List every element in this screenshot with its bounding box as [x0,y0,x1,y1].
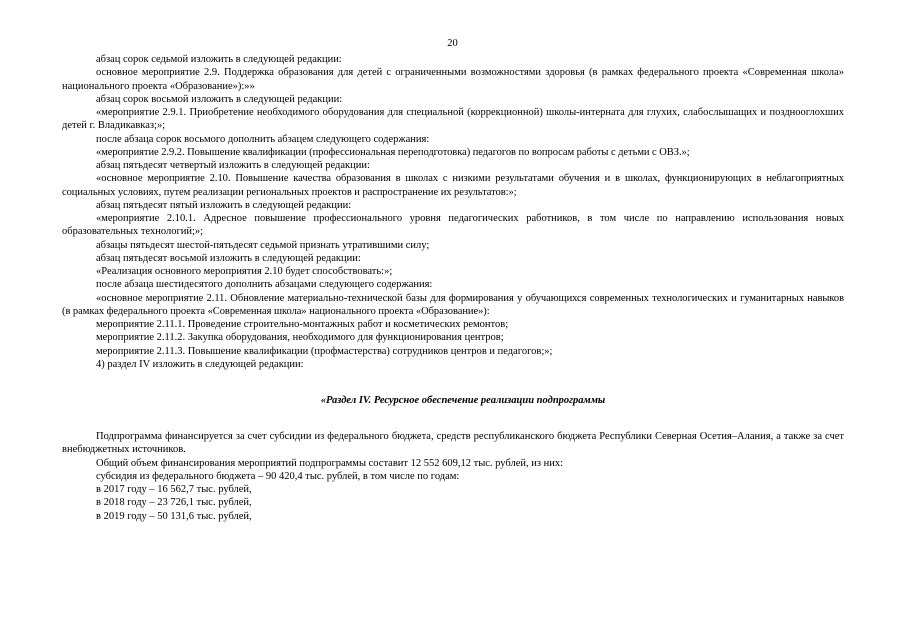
paragraph: «основное мероприятие 2.10. Повышение качества образования в школах с низкими результатами обучения и в школах, функционирующих в неблагоприятных социальных условиях, путем реализации региональных проектов и распространение их результатов:»; [62,173,844,198]
paragraph: Подпрограмма финансируется за счет субсидии из федерального бюджета, средств республиканского бюджета Республики Северная Осетия–Алания, а также за счет внебюджетных источников. [62,431,844,456]
page-number: 20 [447,38,458,49]
paragraph: в 2019 году – 50 131,6 тыс. рублей, [96,510,252,522]
paragraph: в 2017 году – 16 562,7 тыс. рублей, [96,484,252,495]
paragraph: Общий объем финансирования мероприятий подпрограммы составит 12 552 609,12 тыс. рублей, из них: [96,457,564,469]
paragraph: мероприятие 2.11.2. Закупка оборудования, необходимого для функционирования центров; [96,332,504,344]
paragraph: после абзаца сорок восьмого дополнить абзацем следующего содержания: [96,133,430,145]
paragraph: мероприятие 2.11.3. Повышение квалификации (профмастерства) сотрудников центров и педагогов;»; [96,345,553,357]
paragraph: «мероприятие 2.9.1. Приобретение необходимого оборудования для специальной (коррекционной) школы-интерната для глухих, слабослышащих и позднооглохших детей г. Владикавказ;»; [62,107,844,132]
paragraph: в 2018 году – 23 726,1 тыс. рублей, [96,497,252,509]
paragraph: абзац пятьдесят пятый изложить в следующей редакции: [96,199,352,211]
paragraph: абзац пятьдесят восьмой изложить в следующей редакции: [96,252,361,264]
document-body [62,53,844,523]
paragraph: абзац пятьдесят четвертый изложить в следующей редакции: [96,160,370,171]
paragraph: основное мероприятие 2.9. Поддержка образования для детей с ограниченными возможностями здоровья (в рамках федерального проекта «Современная школа» национального проекта «Образование»):»» [62,67,844,92]
paragraph: субсидия из федерального бюджета – 90 420,4 тыс. рублей, в том числе по годам: [96,470,460,482]
paragraph: абзац сорок седьмой изложить в следующей редакции: [96,54,342,65]
paragraph: мероприятие 2.11.1. Проведение строительно-монтажных работ и косметических ремонтов; [96,319,509,330]
paragraph: абзацы пятьдесят шестой-пятьдесят седьмой признать утратившими силу; [96,239,430,251]
paragraph: после абзаца шестидесятого дополнить абзацами следующего содержания: [96,279,433,291]
paragraph: 4) раздел IV изложить в следующей редакции: [96,358,304,370]
section-title: «Раздел IV. Ресурсное обеспечение реализации подпрограммы [320,395,606,406]
paragraph: «мероприятие 2.10.1. Адресное повышение профессионального уровня педагогических работников, в том числе по направлению использования новых образовательных технологий;»; [62,213,844,238]
paragraph: «мероприятие 2.9.2. Повышение квалификации (профессиональная переподготовка) педагогов по вопросам работы с детьми с ОВЗ.»; [96,146,690,158]
paragraph: «Реализация основного мероприятия 2.10 будет способствовать:»; [96,266,393,277]
paragraph: «основное мероприятие 2.11. Обновление материально-технической базы для формирования у обучающихся современных технологических и гуманитарных навыков (в рамках федерального проекта «Современная школа» национального проекта «Образование»): [62,292,844,317]
paragraph: абзац сорок восьмой изложить в следующей редакции: [96,93,343,105]
